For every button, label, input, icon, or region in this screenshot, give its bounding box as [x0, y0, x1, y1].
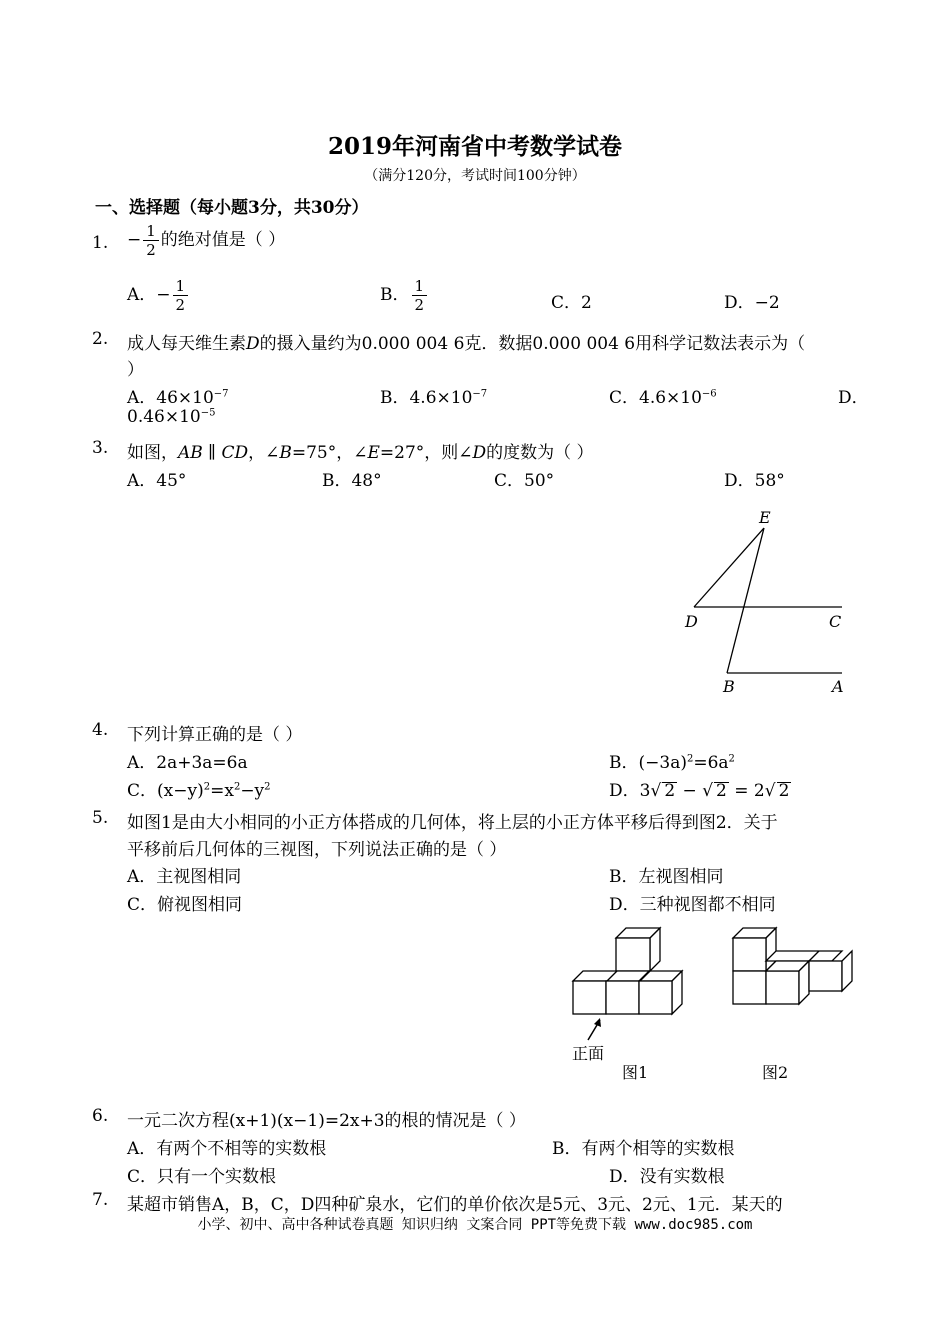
stem-text: 的摄入量约为0.000 004 6克．数据0.000 004 6用科学记数法表示为（ [259, 334, 806, 354]
expression: = 2 [728, 781, 765, 801]
question-stem-line2: 平移前后几何体的三视图，下列说法正确的是（ ） [127, 840, 507, 860]
exponent: 2 [264, 781, 271, 793]
variable: CD [221, 443, 249, 463]
option-text: 0.46×10 [127, 407, 201, 427]
label-d: D [685, 612, 698, 631]
option-a: A．45° [127, 471, 187, 491]
cube-face [842, 951, 852, 991]
question-stem [127, 222, 285, 259]
stem-close-paren: ） [127, 360, 144, 380]
option-c: C．2 [551, 293, 592, 313]
parallel-sign: ∥ [202, 443, 222, 463]
stem-text: =75°，∠ [291, 443, 368, 463]
expression: −y [240, 781, 265, 801]
stem-text: 如图， [127, 443, 178, 463]
stem-text: 的度数为（ ） [486, 443, 594, 463]
option-a [127, 277, 190, 314]
option-b [380, 277, 429, 314]
page-footer: 小学、初中、高中各种试卷真题 知识归纳 文案合同 PPT等免费下载 www.doc985.com [197, 1217, 753, 1233]
option-d-value [127, 407, 215, 427]
option-a [127, 383, 229, 408]
exponent: −6 [701, 388, 717, 400]
option-b: B．有两个相等的实数根 [552, 1139, 735, 1159]
fraction-denominator: 2 [146, 241, 156, 259]
option-d: D．没有实数根 [609, 1167, 725, 1187]
option-text: C．4.6×10 [609, 388, 702, 408]
variable: E [367, 443, 380, 463]
variable: D [472, 443, 487, 463]
fraction-numerator: 1 [412, 277, 428, 296]
question-stem: 下列计算正确的是（ ） [127, 725, 303, 745]
figure-2 [733, 928, 852, 1004]
option-c: C．俯视图相同 [127, 895, 243, 915]
question-stem [127, 438, 594, 463]
radicand: 2 [664, 781, 676, 801]
option-d: D．−2 [724, 293, 780, 313]
expression: 2a+3a=6a [156, 753, 248, 773]
radicand: 2 [716, 781, 727, 801]
minus-sign: − [156, 285, 171, 305]
exponent: 2 [233, 781, 241, 793]
exam-subtitle: （满分120分，考试时间100分钟） [364, 168, 586, 184]
cube-face [606, 981, 639, 1014]
option-b [380, 383, 487, 408]
fraction-denominator: 2 [414, 296, 425, 314]
figure-2-caption: 图2 [762, 1063, 789, 1082]
exponent: −7 [472, 388, 488, 400]
option-c [609, 383, 717, 408]
option-a [127, 748, 248, 773]
option-text: B．4.6×10 [380, 388, 473, 408]
label-e: E [759, 508, 771, 527]
fraction [143, 222, 159, 259]
variable: D [246, 334, 260, 354]
label-b: B [723, 677, 735, 696]
cube-face [616, 938, 650, 971]
option-label: C． [127, 781, 158, 801]
cube-face [733, 938, 766, 971]
option-a: A．主视图相同 [127, 867, 242, 887]
option-b: B．48° [322, 471, 382, 491]
exponent: 2 [203, 781, 211, 793]
option-label: D． [609, 781, 640, 801]
cube-face [766, 951, 842, 961]
front-label: 正面 [572, 1044, 605, 1063]
option-label: B． [609, 753, 639, 773]
cube-face [766, 971, 799, 1004]
question-number: 4. [92, 720, 109, 740]
variable: B [279, 443, 292, 463]
cube-face [573, 971, 682, 981]
question-number: 1. [92, 233, 109, 253]
question-number: 2. [92, 329, 109, 349]
expression: (x−y) [157, 781, 204, 801]
minus-sign: − [127, 230, 142, 250]
option-d: D．58° [724, 471, 785, 491]
exponent: −5 [200, 407, 216, 419]
fraction-numerator: 1 [143, 222, 159, 241]
exponent: 2 [728, 753, 735, 765]
option-label: A． [127, 753, 157, 773]
expression: =6a [693, 753, 729, 773]
option-b [609, 748, 735, 773]
question-number: 5. [92, 808, 109, 828]
expression: (−3a) [638, 753, 687, 773]
variable: AB [178, 443, 203, 463]
stem-text: =27°，则∠ [379, 443, 473, 463]
cube-figures [560, 918, 870, 1093]
stem-text: 的绝对值是（ ） [160, 230, 286, 250]
figure-1-caption: 图1 [622, 1063, 649, 1082]
radicand: 2 [778, 781, 790, 801]
fraction-numerator: 1 [173, 277, 189, 296]
expression: 3 [639, 781, 651, 801]
question-number: 3. [92, 438, 109, 458]
cube-face [809, 961, 842, 991]
stem-text: 成人每天维生素 [127, 334, 246, 354]
expression: =x [210, 781, 234, 801]
question-number: 6. [92, 1106, 109, 1126]
option-d-label: D． [838, 388, 869, 408]
label-a: A [832, 677, 844, 696]
label-c: C [829, 612, 842, 631]
question-stem: 某超市销售A，B，C，D四种矿泉水，它们的单价依次是5元、3元、2元、1元．某天的 [127, 1195, 783, 1215]
stem-text: ，∠ [248, 443, 280, 463]
fraction [173, 277, 189, 314]
option-d: D．3√ 2 − √ 2 = 2√ 2 [609, 781, 790, 801]
exponent: −7 [213, 388, 229, 400]
parallel-lines-figure [670, 500, 860, 705]
question-stem: 一元二次方程(x+1)(x−1)=2x+3的根的情况是（ ） [127, 1111, 526, 1131]
option-label: B． [380, 285, 410, 305]
option-c: C．50° [494, 471, 555, 491]
option-a: A．有两个不相等的实数根 [127, 1139, 327, 1159]
page-title: 2019年河南省中考数学试卷 [327, 133, 622, 160]
fraction [412, 277, 428, 314]
cube-face [573, 981, 606, 1014]
cube-face [639, 981, 672, 1014]
option-text: A．46×10 [127, 388, 214, 408]
fraction-denominator: 2 [175, 296, 186, 314]
option-c [127, 776, 271, 801]
option-label: A． [127, 285, 157, 305]
option-d: D．三种视图都不相同 [609, 895, 776, 915]
section-heading: 一、选择题（每小题3分，共30分） [95, 198, 369, 218]
arrow-icon [594, 1018, 601, 1027]
option-c: C．只有一个实数根 [127, 1167, 277, 1187]
question-number: 7. [92, 1190, 109, 1210]
exponent: 2 [686, 753, 694, 765]
cube-face [733, 971, 766, 1004]
question-stem-line1: 如图1是由大小相同的小正方体搭成的几何体，将上层的小正方体平移后得到图2．关于 [127, 813, 778, 833]
figure-1 [573, 928, 682, 1014]
expression: − [677, 781, 703, 801]
question-stem [127, 329, 805, 354]
option-b: B．左视图相同 [609, 867, 724, 887]
